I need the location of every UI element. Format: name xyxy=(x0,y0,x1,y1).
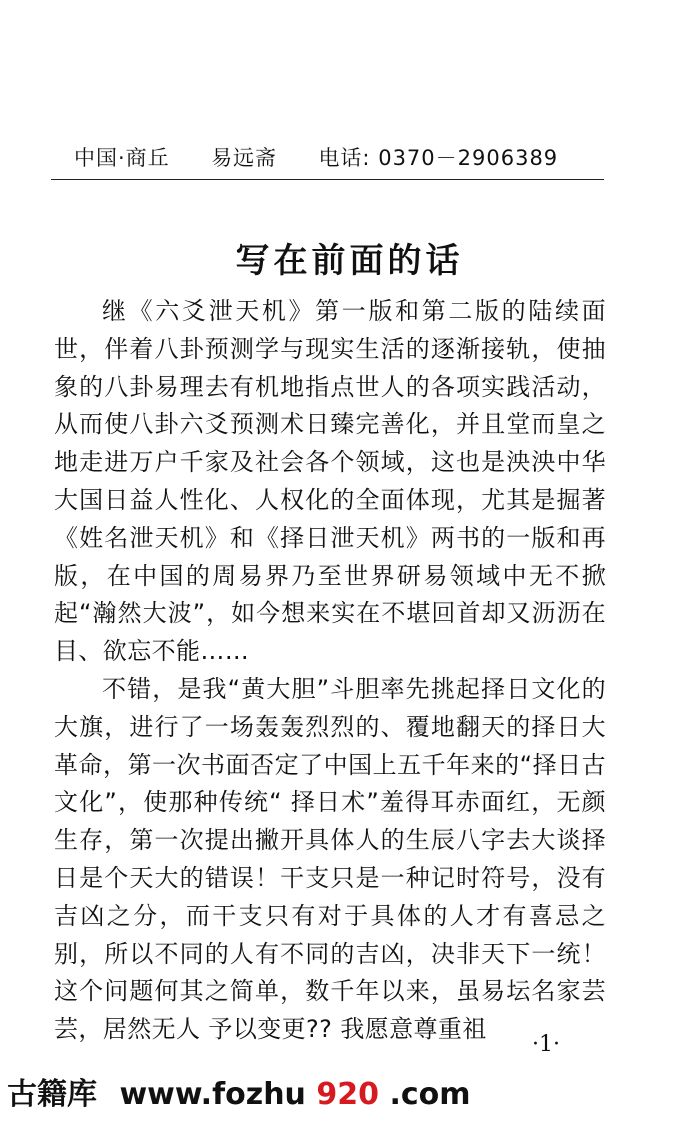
header-phone-number: 0370－2906389 xyxy=(378,146,559,170)
watermark-url-number: 920 xyxy=(316,1077,379,1112)
running-header xyxy=(74,138,634,178)
watermark-site-name: 古籍库 xyxy=(7,1077,97,1112)
header-location: 中国·商丘 xyxy=(74,146,170,170)
header-phone-label: 电话: xyxy=(318,146,371,170)
site-watermark xyxy=(7,1076,471,1114)
page-number: ·1· xyxy=(532,1032,560,1057)
body-text xyxy=(54,293,606,1049)
watermark-url-suffix: .com xyxy=(389,1077,471,1112)
watermark-url-prefix: www.fozhu xyxy=(119,1077,306,1112)
paragraph-2: 不错，是我“黄大胆”斗胆率先挑起择日文化的大旗，进行了一场轰轰烈烈的、覆地翻天的择日大革命，第一次书面否定了中国上五千年来的“择日古文化”，使那种传统“ 择日术”羞得耳赤面红，无颜生存，第一次提出撇开具体人的生辰八字去大谈择日是个天大的错误！干支只是一种记时符号，没有吉凶之分，而干支只有对于具体的人才有喜忌之别，所以不同的人有不同的吉凶，决非天下一统！这个问题何其之简单，数千年以来，虽易坛名家芸芸，居然无人 予以变更?? 我愿意尊重祖 xyxy=(54,674,606,1044)
page-title: 写在前面的话 xyxy=(235,240,464,281)
header-divider xyxy=(51,179,604,180)
header-studio: 易远斋 xyxy=(211,146,278,170)
paragraph-1: 继《六爻泄天机》第一版和第二版的陆续面世，伴着八卦预测学与现实生活的逐渐接轨，使抽象的八卦易理去有机地指点世人的各项实践活动，从而使八卦六爻预测术日臻完善化，并且堂而皇之地走进万户千家及社会各个领域，这也是泱泱中华大国日益人性化、人权化的全面体现，尤其是掘著《姓名泄天机》和《择日泄天机》两书的一版和再版，在中国的周易界乃至世界研易领域中无不掀起“瀚然大波”，如今想来实在不堪回首却又沥沥在目、欲忘不能…… xyxy=(54,297,606,666)
